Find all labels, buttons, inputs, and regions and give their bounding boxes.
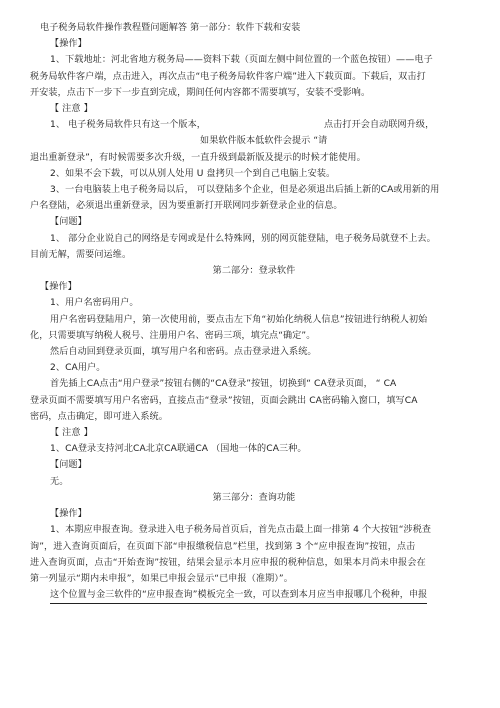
paragraph-line: 密码，点击确定，即可进入系统。	[30, 411, 168, 422]
paragraph-line: 登录页面不需要填写用户名密码，直接点击“登录”按钮，页面会跳出 CA密码输入窗口，填写CA	[30, 395, 418, 406]
paragraph-line: 第一列显示“期内未申报”，如果已申报会显示“已申报（准期）”。	[30, 573, 293, 584]
paragraph-line: 询”，进入查询页面后，在页面下部“申报缴税信息”栏里，找到第 3 个“应申报查询”按钮，点击	[30, 541, 416, 552]
section-heading-operation: 【操作】	[50, 39, 87, 50]
paragraph-line: 进入查询页面，点击“开始查询”按钮，结果会显示本月应申报的税种信息，如果本月尚未申报会在	[30, 557, 426, 568]
paragraph-line: 税务局软件客户端，点击进入，再次点击“电子税务局软件客户端”进入下载页面。下载后，双击打	[30, 71, 426, 82]
section-heading-operation: 【操作】	[40, 282, 77, 293]
paragraph-line: 2、CA用户。	[50, 363, 106, 374]
section-heading-operation: 【操作】	[50, 509, 87, 520]
part-heading: 第二部分：登录软件	[212, 266, 296, 277]
paragraph-line: 目前无解，需要问运维。	[30, 249, 132, 260]
paragraph-line: 户名登陆，必须退出重新登录，因为要重新打开联网同步新登录企业的信息。	[30, 201, 343, 212]
document-title: 电子税务局软件操作教程暨问题解答 第一部分：软件下载和安装	[40, 23, 301, 33]
paragraph-line: 化，只需要填写纳税人税号、注册用户名、密码三项，填完点“确定”。	[30, 330, 316, 341]
paragraph-line: 1、用户名密码用户。	[50, 298, 139, 309]
note-1-part-b: 点击打开会自动联网升级，	[323, 120, 435, 131]
paragraph-line: 1、 部分企业说自己的网络是专网或是什么特殊网，别的网页能登陆，电子税务局就登不上去。	[50, 233, 436, 244]
paragraph-line-underlined	[30, 587, 478, 604]
paragraph-line: 开安装，点击下一步下一步直到完成，期间任何内容都不需要填写，安装不受影响。	[30, 87, 371, 98]
section-heading-note: 【 注意 】	[50, 104, 93, 115]
paragraph-line: 1、下载地址：河北省地方税务局——资料下载（页面左侧中间位置的一个蓝色按钮）——电子	[50, 55, 433, 66]
paragraph-line: 首先插上CA点击“用户登录”按钮右侧的“CA登录”按钮，切换到“ CA登录页面， “ CA	[50, 379, 397, 390]
section-heading-problem: 【问题】	[50, 217, 87, 228]
paragraph-line: 1、CA登录支持河北CA北京CA联通CA （国地一体的CA三种。	[50, 444, 307, 455]
section-heading-problem: 【问题】	[50, 460, 87, 471]
paragraph-line: 1、本期应申报查询。登录进入电子税务局首页后，首先点击最上面一排第 4 个大按钮“涉税查	[50, 525, 432, 536]
note-1-part-a: 1、 电子税务局软件只有这一个版本，	[50, 120, 206, 131]
paragraph-line: 无。	[50, 476, 69, 487]
paragraph-line: 退出重新登录”，有时候需要多次升级，一直升级到最新版及提示的时候才能使用。	[30, 152, 366, 163]
section-heading-note: 【 注意 】	[50, 428, 93, 439]
paragraph-line: 3、一台电脑装上电子税务局以后， 可以登陆多个企业，但是必须退出后插上新的CA或用新的用	[50, 185, 440, 196]
paragraph-line	[30, 117, 478, 133]
paragraph-line: 如果软件版本低软件会提示 “请	[200, 136, 328, 147]
paragraph-line: 用户名密码登陆用户，第一次使用前，要点击左下角“初始化纳税人信息”按钮进行纳税人初始	[50, 314, 428, 325]
underlined-text: 这个位置与金三软件的“应申报查询”模板完全一致，可以查到本月应当申报哪几个税种，申报	[50, 587, 427, 604]
paragraph-line: 然后自动回到登录页面，填写用户名和密码。点击登录进入系统。	[50, 347, 317, 358]
paragraph-line: 2、如果不会下载，可以从别人处用 U 盘拷贝一个到自己电脑上安装。	[50, 168, 336, 179]
part-heading: 第三部分：查询功能	[212, 492, 296, 503]
